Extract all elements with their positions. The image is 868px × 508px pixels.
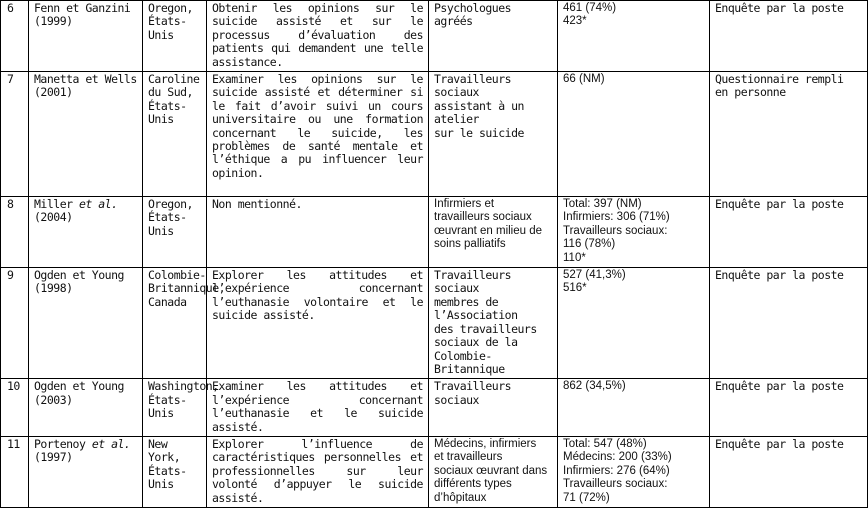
row-number: 6 <box>1 1 29 72</box>
study-method: Enquête par la poste <box>710 268 868 379</box>
row-number: 8 <box>1 197 29 268</box>
study-sample: Total: 547 (48%) Médecins: 200 (33%) Infirmiers: 276 (64%) Travailleurs sociaux: 71 (72%) <box>558 436 710 507</box>
study-authors: Ogden et Young (1998) <box>29 268 143 379</box>
study-authors <box>29 197 143 268</box>
study-authors: Manetta et Wells (2001) <box>29 72 143 197</box>
study-sample: 66 (NM) <box>558 72 710 197</box>
study-population: Médecins, infirmiers et travailleurs sociaux œuvrant dans différents types d’hôpitaux <box>429 436 558 507</box>
study-location: Washington, États-Unis <box>143 379 207 437</box>
study-year: (1997) <box>34 450 73 465</box>
study-population: Infirmiers et travailleurs sociaux œuvrant en milieu de soins palliatifs <box>429 197 558 268</box>
table-row <box>1 436 868 507</box>
study-location: Caroline du Sud, États-Unis <box>143 72 207 197</box>
study-authors: Fenn et Ganzini (1999) <box>29 1 143 72</box>
study-location: Oregon, États-Unis <box>143 197 207 268</box>
study-sample: 461 (74%) 423* <box>558 1 710 72</box>
study-method: Enquête par la poste <box>710 436 868 507</box>
study-location: Colombie- Britannique, Canada <box>143 268 207 379</box>
study-year: (2004) <box>34 210 73 225</box>
row-number: 9 <box>1 268 29 379</box>
study-location: Oregon, États-Unis <box>143 1 207 72</box>
study-method: Enquête par la poste <box>710 1 868 72</box>
study-population: Travailleurs sociaux assistant à un atelier sur le suicide <box>429 72 558 197</box>
study-objective: Explorer l’influence de caractéristiques personnelles et professionnelles sur leur volonté d’appuyer le suicide assisté. <box>207 436 429 507</box>
et-al: et al. <box>78 197 118 212</box>
study-objective: Non mentionné. <box>207 197 429 268</box>
study-population: Travailleurs sociaux membres de l’Association des travailleurs sociaux de la Colombie-Britannique <box>429 268 558 379</box>
table-row <box>1 72 868 197</box>
study-sample: Total: 397 (NM) Infirmiers: 306 (71%) Travailleurs sociaux: 116 (78%) 110* <box>558 197 710 268</box>
study-sample: 527 (41,3%) 516* <box>558 268 710 379</box>
study-sample: 862 (34,5%) <box>558 379 710 437</box>
study-method: Enquête par la poste <box>710 379 868 437</box>
table-row <box>1 197 868 268</box>
row-number: 10 <box>1 379 29 437</box>
table-row <box>1 1 868 72</box>
study-population: Travailleurs sociaux <box>429 379 558 437</box>
table-row <box>1 268 868 379</box>
study-method: Questionnaire rempli en personne <box>710 72 868 197</box>
study-authors: Ogden et Young (2003) <box>29 379 143 437</box>
table-row <box>1 379 868 437</box>
study-objective: Obtenir les opinions sur le suicide assisté et sur le processus d’évaluation des patients qui demandent une telle assistance. <box>207 1 429 72</box>
study-authors <box>29 436 143 507</box>
study-population: Psychologues agréés <box>429 1 558 72</box>
et-al: et al. <box>91 436 131 451</box>
study-method: Enquête par la poste <box>710 197 868 268</box>
row-number: 7 <box>1 72 29 197</box>
study-objective: Examiner les opinions sur le suicide assisté et déterminer si le fait d’avoir suivi un cours universitaire ou une formation concernant le suicide, les problèmes de santé mentale et l’éthique a pu influencer leur opinion. <box>207 72 429 197</box>
author-name: Portenoy <box>34 436 92 451</box>
author-name: Miller <box>34 197 79 212</box>
study-location: New York, États-Unis <box>143 436 207 507</box>
study-objective: Examiner les attitudes et l’expérience concernant l’euthanasie et le suicide assisté. <box>207 379 429 437</box>
study-objective: Explorer les attitudes et l’expérience concernant l’euthanasie volontaire et le suicide assisté. <box>207 268 429 379</box>
row-number: 11 <box>1 436 29 507</box>
